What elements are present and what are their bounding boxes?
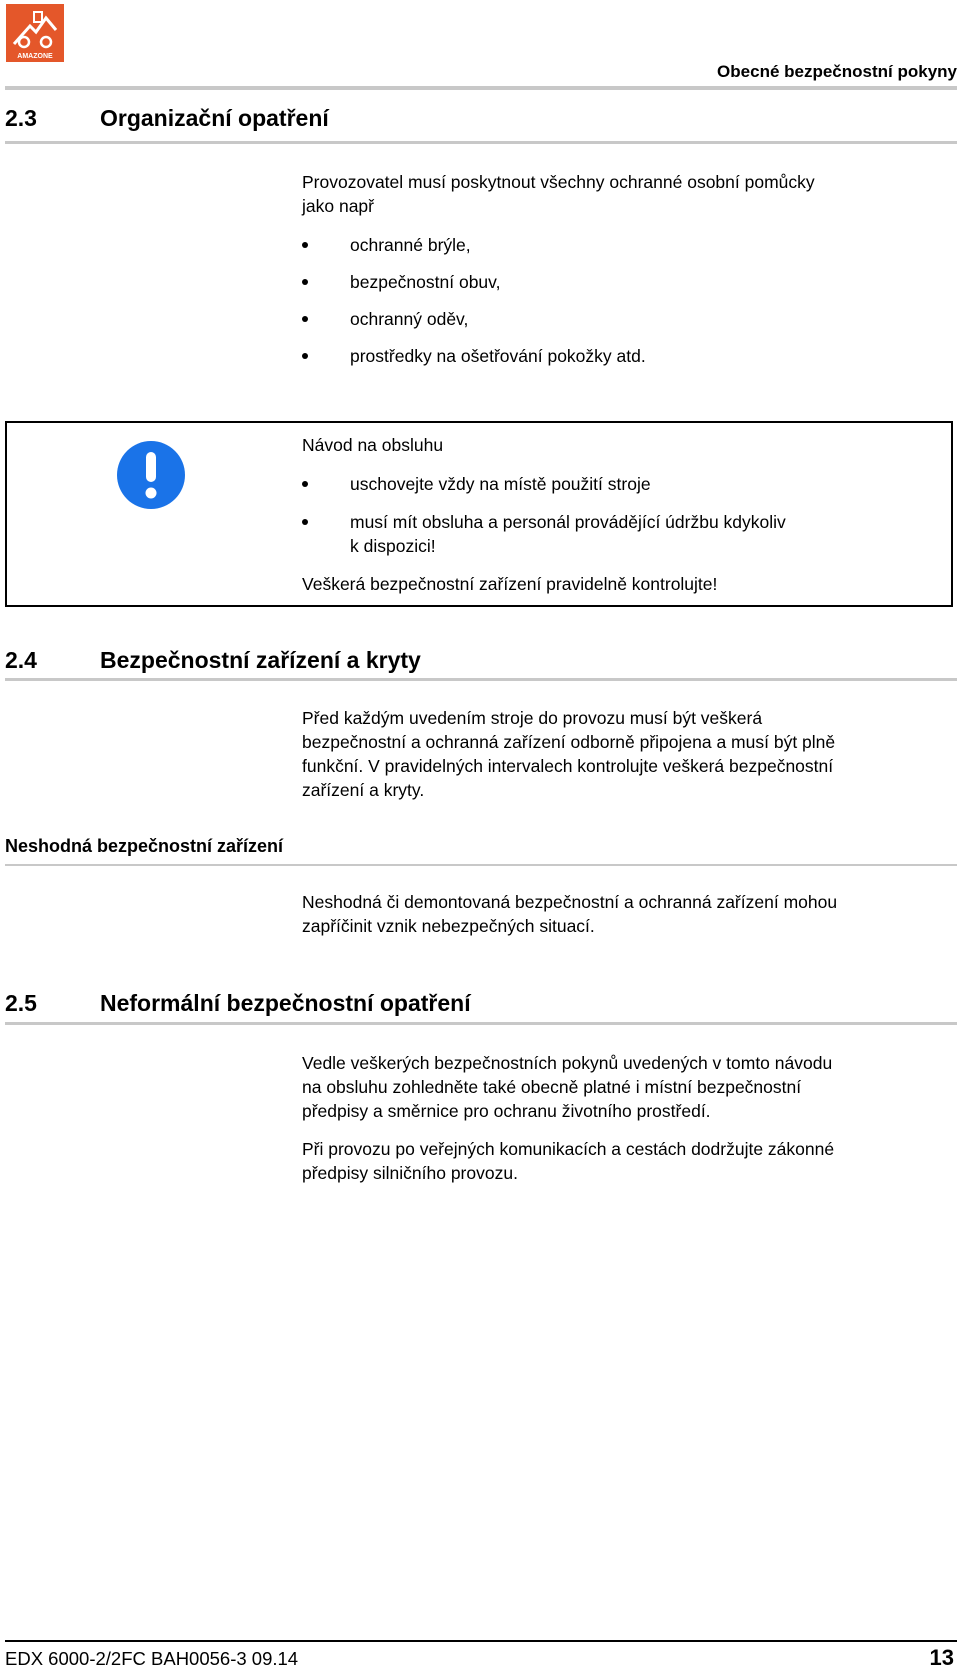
list-item-text: uschovejte vždy na místě použití stroje <box>350 474 651 494</box>
section-number: 2.4 <box>5 647 37 673</box>
section-number: 2.5 <box>5 990 37 1016</box>
paragraph-line: na obsluhu zohledněte také obecně platné i místní bezpečnostní <box>302 1077 802 1097</box>
amazone-logo-icon <box>6 4 64 62</box>
chapter-title: Obecné bezpečnostní pokyny <box>717 62 957 81</box>
subheading-rule <box>5 864 957 866</box>
paragraph-line: Před každým uvedením stroje do provozu musí být veškerá <box>302 708 763 728</box>
paragraph-line: bezpečnostní a ochranná zařízení odborně připojena a musí být plně <box>302 732 836 752</box>
amazone-logo <box>6 4 64 62</box>
section-rule <box>5 1022 957 1025</box>
list-item-text: ochranné brýle, <box>350 235 471 255</box>
paragraph-line: zařízení a kryty. <box>302 780 425 800</box>
paragraph-line: předpisy silničního provozu. <box>302 1163 518 1183</box>
section-rule <box>5 678 957 681</box>
bullet-icon <box>302 481 308 487</box>
subheading: Neshodná bezpečnostní zařízení <box>5 836 284 856</box>
list-item-text: musí mít obsluha a personál provádějící údržbu kdykoliv <box>350 512 786 532</box>
page-number: 13 <box>929 1645 954 1670</box>
paragraph-line: Při provozu po veřejných komunikacích a cestách dodržujte zákonné <box>302 1139 835 1159</box>
paragraph-line: jako např <box>302 196 374 216</box>
list-item <box>302 270 952 294</box>
paragraph-line: Provozovatel musí poskytnout všechny ochranné osobní pomůcky <box>302 172 815 192</box>
paragraph-line: funkční. V pravidelných intervalech kontrolujte veškerá bezpečnostní <box>302 756 834 776</box>
list-item <box>302 472 952 496</box>
section-title: Organizační opatření <box>100 105 329 131</box>
footer-rule <box>5 1640 957 1642</box>
list-item-text: prostředky na ošetřování pokožky atd. <box>350 346 646 366</box>
list-item-text: k dispozici! <box>350 536 436 556</box>
bullet-icon <box>302 316 308 322</box>
bullet-icon <box>302 519 308 525</box>
section-rule <box>5 141 957 144</box>
list-item <box>302 307 952 331</box>
section-number: 2.3 <box>5 105 37 131</box>
bullet-icon <box>302 353 308 359</box>
list-item <box>302 344 952 368</box>
list-item <box>302 510 952 558</box>
paragraph-line: zapříčinit vznik nebezpečných situací. <box>302 916 595 936</box>
paragraph-line: předpisy a směrnice pro ochranu životního prostředí. <box>302 1101 711 1121</box>
paragraph-line: Neshodná či demontovaná bezpečnostní a ochranná zařízení mohou <box>302 892 838 912</box>
bullet-icon <box>302 242 308 248</box>
section-title: Neformální bezpečnostní opatření <box>100 990 471 1016</box>
bullet-icon <box>302 279 308 285</box>
paragraph-line: Vedle veškerých bezpečnostních pokynů uvedených v tomto návodu <box>302 1053 833 1073</box>
section-title: Bezpečnostní zařízení a kryty <box>100 647 421 673</box>
svg-text:AMAZONE: AMAZONE <box>17 53 53 60</box>
list-item <box>302 233 952 257</box>
document-id: EDX 6000-2/2FC BAH0056-3 09.14 <box>5 1648 299 1669</box>
notice-footer: Veškerá bezpečnostní zařízení pravidelně kontrolujte! <box>302 574 718 594</box>
header-rule <box>5 86 957 90</box>
list-item-text: ochranný oděv, <box>350 309 469 329</box>
list-item-text: bezpečnostní obuv, <box>350 272 501 292</box>
exclamation-icon <box>116 440 186 510</box>
notice-heading: Návod na obsluhu <box>302 435 444 455</box>
